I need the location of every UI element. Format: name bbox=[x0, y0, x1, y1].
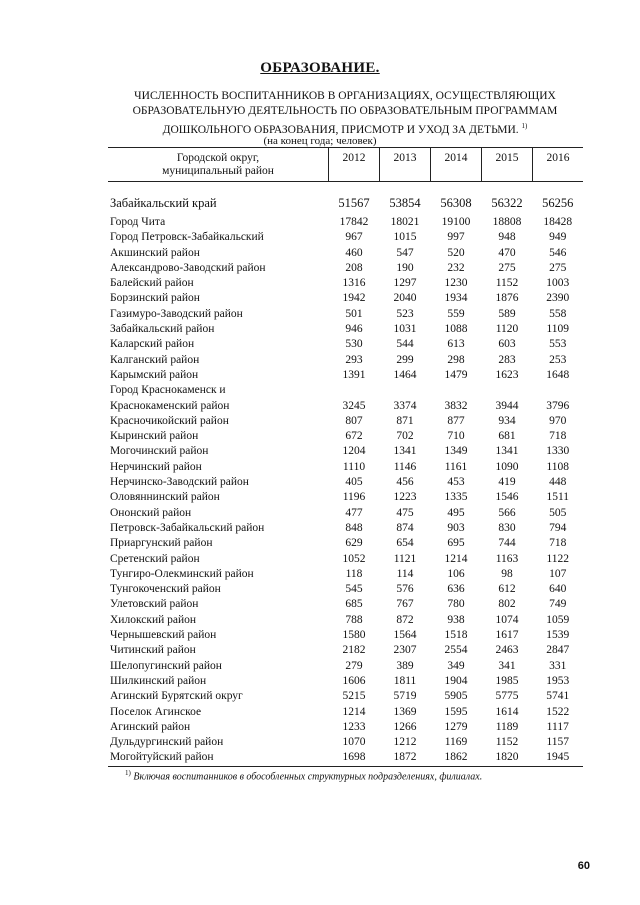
row-value-cell-2013: 871 bbox=[396, 414, 414, 427]
row-value-cell-2012: 460 bbox=[345, 246, 363, 259]
row-value-cell-2013: 1146 bbox=[393, 460, 417, 473]
row-value-cell-2016: 1003 bbox=[546, 277, 570, 290]
row-value-cell-2015: 681 bbox=[498, 430, 516, 443]
row-value-cell-2013: 1872 bbox=[380, 750, 431, 766]
row-value-cell-2015: 98 bbox=[501, 567, 513, 580]
table-row bbox=[108, 276, 583, 291]
row-value-cell-2015: 5775 bbox=[495, 690, 519, 703]
row-value-cell-2016: 331 bbox=[549, 659, 567, 672]
table-row bbox=[108, 720, 583, 735]
row-value-cell-2016: 749 bbox=[549, 598, 567, 611]
table-row bbox=[108, 705, 583, 720]
table-row bbox=[108, 613, 583, 628]
row-value-cell-2016: 718 bbox=[549, 537, 567, 550]
row-value-cell-2012: 1316 bbox=[342, 277, 366, 290]
row-name-cell: Могойтуйский район bbox=[108, 750, 329, 766]
row-value-cell-2016: 1539 bbox=[546, 629, 570, 642]
row-value-cell-2012: 1942 bbox=[342, 292, 366, 305]
table-header bbox=[108, 148, 583, 182]
row-value-cell-2013: 1564 bbox=[393, 629, 417, 642]
row-value-cell-2016: 949 bbox=[549, 231, 567, 244]
row-value-cell-2014: 1279 bbox=[444, 720, 468, 733]
row-value-cell-2016: 18428 bbox=[543, 216, 573, 228]
row-value-cell-2012: 1052 bbox=[342, 552, 366, 565]
row-value-cell-2012: 1606 bbox=[342, 674, 366, 687]
row-value-cell-2015 bbox=[482, 383, 533, 398]
row-value-cell-2014: 1088 bbox=[444, 323, 468, 336]
row-value-cell-2015: 948 bbox=[498, 231, 516, 244]
row-name-cell: Краснокаменский район bbox=[110, 399, 230, 412]
row-value-cell-2013: 1811 bbox=[393, 674, 417, 687]
row-value-cell-2015: 589 bbox=[498, 307, 516, 320]
row-value-cell-2016: 1522 bbox=[546, 705, 570, 718]
table-body bbox=[108, 182, 583, 767]
row-value-cell-2015: 470 bbox=[498, 246, 516, 259]
row-value-cell-2012: 1196 bbox=[342, 491, 366, 504]
row-value-cell-2013: 190 bbox=[396, 261, 414, 274]
row-value-cell-2012: 967 bbox=[345, 231, 363, 244]
row-value-cell-2015: 341 bbox=[498, 659, 516, 672]
row-value-cell-2015: 1189 bbox=[495, 720, 519, 733]
row-value-cell-2012: 477 bbox=[345, 506, 363, 519]
header-year-2016: 2016 bbox=[533, 148, 584, 182]
row-name-cell: Кыринский район bbox=[110, 430, 199, 443]
row-value-cell-2014: 495 bbox=[447, 506, 465, 519]
table-row bbox=[108, 182, 583, 216]
row-name-cell: Хилокский район bbox=[110, 613, 197, 626]
row-value-cell-2015: 1876 bbox=[495, 292, 519, 305]
row-value-cell-2012: 629 bbox=[345, 537, 363, 550]
row-value-cell-2015: 802 bbox=[498, 598, 516, 611]
row-value-cell-2016: 1945 bbox=[533, 750, 584, 766]
row-name-cell: Город Петровск-Забайкальский bbox=[110, 231, 264, 244]
row-value-cell-2014: 1904 bbox=[444, 674, 468, 687]
table-row bbox=[108, 414, 583, 429]
row-value-cell-2013: 3374 bbox=[393, 399, 417, 412]
row-value-cell-2014: 1214 bbox=[444, 552, 468, 565]
row-value-cell-2013: 18021 bbox=[390, 216, 420, 228]
row-name-cell: Агинский Бурятский округ bbox=[110, 690, 243, 703]
row-name-cell: Каларский район bbox=[110, 338, 195, 351]
row-value-cell-2012: 545 bbox=[345, 583, 363, 596]
row-value-cell-2012: 1204 bbox=[342, 445, 366, 458]
row-value-cell-2014: 903 bbox=[447, 521, 465, 534]
page-number: 60 bbox=[577, 860, 590, 872]
row-name-cell: Забайкальский район bbox=[110, 323, 215, 336]
row-value-cell-2015: 1152 bbox=[495, 736, 519, 749]
table-row bbox=[108, 322, 583, 337]
row-name-cell: Борзинский район bbox=[110, 292, 200, 305]
footnote-text: Включая воспитанников в обособленных структурных подразделениях, филиалах. bbox=[133, 771, 483, 783]
row-value-cell-2013: 547 bbox=[396, 246, 414, 259]
row-value-cell-2016: 546 bbox=[549, 246, 567, 259]
row-name-cell: Акшинский район bbox=[110, 246, 200, 259]
row-value-cell-2014: 1595 bbox=[444, 705, 468, 718]
table-row bbox=[108, 506, 583, 521]
row-value-cell-2012: 1391 bbox=[342, 368, 366, 381]
row-value-cell-2015: 1074 bbox=[495, 613, 519, 626]
row-name-cell: Агинский район bbox=[110, 720, 191, 733]
row-value-cell-2015: 744 bbox=[498, 537, 516, 550]
row-value-cell-2012: 946 bbox=[345, 323, 363, 336]
row-name-cell: Балейский район bbox=[110, 277, 194, 290]
row-value-cell-2015: 3944 bbox=[495, 399, 519, 412]
row-name-cell: Город Краснокаменск и bbox=[110, 384, 226, 397]
row-value-cell-2013: 767 bbox=[396, 598, 414, 611]
table-row bbox=[108, 521, 583, 536]
row-name-cell: Шелопугинский район bbox=[110, 659, 222, 672]
table-row bbox=[108, 597, 583, 612]
table-row bbox=[108, 307, 583, 322]
row-value-cell-2014: 106 bbox=[447, 567, 465, 580]
row-value-cell-2014: 938 bbox=[447, 613, 465, 626]
row-value-cell-2015: 1163 bbox=[495, 552, 519, 565]
row-value-cell-2012: 51567 bbox=[338, 196, 370, 210]
table-row bbox=[108, 444, 583, 459]
row-value-cell-2015: 1120 bbox=[495, 323, 519, 336]
header-name-line2: муниципальный район bbox=[162, 165, 274, 177]
table-row bbox=[108, 735, 583, 750]
row-value-cell-2012: 2182 bbox=[342, 644, 366, 657]
row-value-cell-2012: 1110 bbox=[342, 460, 366, 473]
row-value-cell-2014: 19100 bbox=[441, 216, 471, 228]
row-value-cell-2015: 1546 bbox=[495, 491, 519, 504]
table-row bbox=[108, 567, 583, 582]
row-value-cell-2014: 56308 bbox=[440, 196, 472, 210]
row-value-cell-2012: 405 bbox=[345, 476, 363, 489]
row-value-cell-2015: 830 bbox=[498, 521, 516, 534]
row-value-cell-2013: 1341 bbox=[393, 445, 417, 458]
row-value-cell-2013: 1464 bbox=[393, 368, 417, 381]
row-value-cell-2014: 877 bbox=[447, 414, 465, 427]
row-value-cell-2012: 807 bbox=[345, 414, 363, 427]
row-value-cell-2012 bbox=[329, 383, 380, 398]
row-value-cell-2013: 2307 bbox=[393, 644, 417, 657]
row-value-cell-2016: 275 bbox=[549, 261, 567, 274]
row-value-cell-2015: 1614 bbox=[495, 705, 519, 718]
row-name-cell: Улетовский район bbox=[110, 598, 199, 611]
row-name-cell: Красночикойский район bbox=[110, 414, 229, 427]
row-value-cell-2016: 1330 bbox=[546, 445, 570, 458]
row-value-cell-2012: 1580 bbox=[342, 629, 366, 642]
row-value-cell-2016: 1109 bbox=[546, 323, 570, 336]
row-name-cell: Чернышевский район bbox=[110, 629, 217, 642]
row-value-cell-2012: 1070 bbox=[342, 736, 366, 749]
row-value-cell-2014: 3832 bbox=[444, 399, 468, 412]
row-name-cell: Читинский район bbox=[110, 644, 196, 657]
row-value-cell-2012: 685 bbox=[345, 598, 363, 611]
row-name-cell: Забайкальский край bbox=[110, 196, 217, 210]
table-row bbox=[108, 399, 583, 414]
row-value-cell-2015: 419 bbox=[498, 476, 516, 489]
row-name-cell: Тунгиро-Олекминский район bbox=[110, 567, 254, 580]
row-value-cell-2013: 544 bbox=[396, 338, 414, 351]
row-value-cell-2014: 613 bbox=[447, 338, 465, 351]
table-title bbox=[110, 89, 580, 138]
row-value-cell-2013: 389 bbox=[396, 659, 414, 672]
row-value-cell-2014: 1169 bbox=[444, 736, 468, 749]
row-name-cell: Нерчинский район bbox=[110, 460, 202, 473]
row-value-cell-2015: 1985 bbox=[495, 674, 519, 687]
header-year-2015: 2015 bbox=[482, 148, 533, 182]
table-row bbox=[108, 643, 583, 658]
header-name-line1: Городской округ, bbox=[176, 152, 260, 164]
row-value-cell-2012: 118 bbox=[345, 567, 363, 580]
table-title-text: ЧИСЛЕННОСТЬ ВОСПИТАННИКОВ В ОРГАНИЗАЦИЯХ, ОСУЩЕСТВЛЯЮЩИХ ОБРАЗОВАТЕЛЬНУЮ ДЕЯТЕЛЬНОСТЬ ПО ОБРАЗОВАТЕЛЬНЫМ ПРОГРАММАМ ДОШКОЛЬНОГО ОБРАЗОВАНИЯ, ПРИСМОТР И УХОД ЗА ДЕТЬМИ. bbox=[132, 90, 558, 136]
row-name-cell: Сретенский район bbox=[110, 552, 200, 565]
row-value-cell-2013: 1212 bbox=[393, 736, 417, 749]
row-value-cell-2016: 1953 bbox=[546, 674, 570, 687]
row-value-cell-2014 bbox=[431, 383, 482, 398]
row-value-cell-2015: 283 bbox=[498, 353, 516, 366]
row-value-cell-2016: 107 bbox=[549, 567, 567, 580]
row-value-cell-2012: 5215 bbox=[342, 690, 366, 703]
table-row bbox=[108, 490, 583, 505]
row-value-cell-2014: 1518 bbox=[444, 629, 468, 642]
table-row bbox=[108, 353, 583, 368]
row-value-cell-2016: 1511 bbox=[546, 491, 570, 504]
row-value-cell-2016: 505 bbox=[549, 506, 567, 519]
row-value-cell-2013: 114 bbox=[396, 567, 414, 580]
header-year-2012: 2012 bbox=[329, 148, 380, 182]
row-value-cell-2016: 794 bbox=[549, 521, 567, 534]
header-year-2013: 2013 bbox=[380, 148, 431, 182]
row-value-cell-2013: 1369 bbox=[393, 705, 417, 718]
row-value-cell-2014: 5905 bbox=[444, 690, 468, 703]
row-value-cell-2013: 1015 bbox=[393, 231, 417, 244]
row-name-cell: Петровск-Забайкальский район bbox=[110, 521, 265, 534]
row-value-cell-2012: 1698 bbox=[329, 750, 380, 766]
row-value-cell-2015: 603 bbox=[498, 338, 516, 351]
row-name-cell: Газимуро-Заводский район bbox=[110, 307, 243, 320]
row-value-cell-2013: 874 bbox=[396, 521, 414, 534]
row-value-cell-2016: 1157 bbox=[546, 736, 570, 749]
row-value-cell-2015: 934 bbox=[498, 414, 516, 427]
table-row bbox=[108, 246, 583, 261]
row-value-cell-2014: 1862 bbox=[431, 750, 482, 766]
row-value-cell-2013: 5719 bbox=[393, 690, 417, 703]
footnote bbox=[125, 769, 482, 782]
row-value-cell-2016: 2847 bbox=[546, 644, 570, 657]
row-value-cell-2014: 520 bbox=[447, 246, 465, 259]
row-value-cell-2016: 553 bbox=[549, 338, 567, 351]
table-row bbox=[108, 230, 583, 245]
header-name-column bbox=[108, 148, 329, 182]
row-name-cell: Поселок Агинское bbox=[110, 705, 202, 718]
row-value-cell-2013: 872 bbox=[396, 613, 414, 626]
row-value-cell-2014: 232 bbox=[447, 261, 465, 274]
table-row bbox=[108, 536, 583, 551]
table-row bbox=[108, 750, 583, 766]
row-value-cell-2014: 997 bbox=[447, 231, 465, 244]
section-title: ОБРАЗОВАНИЕ. bbox=[260, 60, 380, 76]
row-value-cell-2012: 530 bbox=[345, 338, 363, 351]
row-value-cell-2016: 1648 bbox=[546, 368, 570, 381]
header-row bbox=[108, 148, 583, 182]
table-row bbox=[108, 368, 583, 383]
row-value-cell-2012: 208 bbox=[345, 261, 363, 274]
row-value-cell-2015: 612 bbox=[498, 583, 516, 596]
row-value-cell-2013: 523 bbox=[396, 307, 414, 320]
row-name-cell: Приаргунский район bbox=[110, 537, 213, 550]
row-value-cell-2014: 298 bbox=[447, 353, 465, 366]
row-value-cell-2016: 1108 bbox=[546, 460, 570, 473]
row-value-cell-2012: 293 bbox=[345, 353, 363, 366]
row-name-cell: Тунгокоченский район bbox=[110, 583, 221, 596]
row-value-cell-2013: 576 bbox=[396, 583, 414, 596]
row-value-cell-2012: 672 bbox=[345, 430, 363, 443]
row-value-cell-2015: 2463 bbox=[495, 644, 519, 657]
row-value-cell-2015: 56322 bbox=[491, 196, 523, 210]
table-row bbox=[108, 291, 583, 306]
table-title-footnote-mark: 1) bbox=[521, 122, 528, 130]
row-value-cell-2014: 695 bbox=[447, 537, 465, 550]
row-value-cell-2012: 279 bbox=[345, 659, 363, 672]
row-value-cell-2014: 559 bbox=[447, 307, 465, 320]
row-value-cell-2016 bbox=[533, 383, 584, 398]
table-row bbox=[108, 674, 583, 689]
row-name-cell: Нерчинско-Заводский район bbox=[110, 476, 249, 489]
row-value-cell-2016: 1059 bbox=[546, 613, 570, 626]
row-value-cell-2016: 2390 bbox=[546, 292, 570, 305]
table-row bbox=[108, 261, 583, 276]
row-name-cell: Александрово-Заводский район bbox=[110, 261, 266, 274]
row-value-cell-2013 bbox=[380, 383, 431, 398]
row-value-cell-2012: 848 bbox=[345, 521, 363, 534]
row-value-cell-2012: 3245 bbox=[342, 399, 366, 412]
row-value-cell-2013: 1266 bbox=[393, 720, 417, 733]
row-value-cell-2015: 1090 bbox=[495, 460, 519, 473]
row-value-cell-2013: 456 bbox=[396, 476, 414, 489]
row-value-cell-2013: 53854 bbox=[389, 196, 421, 210]
table-row bbox=[108, 659, 583, 674]
row-value-cell-2016: 558 bbox=[549, 307, 567, 320]
table-row bbox=[108, 215, 583, 230]
row-value-cell-2015: 566 bbox=[498, 506, 516, 519]
row-value-cell-2013: 299 bbox=[396, 353, 414, 366]
table-row bbox=[108, 628, 583, 643]
row-value-cell-2013: 2040 bbox=[393, 292, 417, 305]
table-row bbox=[108, 475, 583, 490]
header-year-2014: 2014 bbox=[431, 148, 482, 182]
table-row bbox=[108, 582, 583, 597]
row-value-cell-2014: 2554 bbox=[444, 644, 468, 657]
row-value-cell-2013: 1121 bbox=[393, 552, 417, 565]
row-name-cell: Оловяннинский район bbox=[110, 491, 220, 504]
row-value-cell-2013: 1031 bbox=[393, 323, 417, 336]
row-value-cell-2013: 654 bbox=[396, 537, 414, 550]
row-value-cell-2016: 448 bbox=[549, 476, 567, 489]
row-value-cell-2015: 1341 bbox=[495, 445, 519, 458]
row-value-cell-2012: 1214 bbox=[342, 705, 366, 718]
table-row bbox=[108, 337, 583, 352]
row-value-cell-2012: 17842 bbox=[339, 216, 369, 228]
row-value-cell-2012: 1233 bbox=[342, 720, 366, 733]
row-value-cell-2012: 788 bbox=[345, 613, 363, 626]
row-value-cell-2015: 1152 bbox=[495, 277, 519, 290]
row-value-cell-2015: 1617 bbox=[495, 629, 519, 642]
row-value-cell-2016: 5741 bbox=[546, 690, 570, 703]
row-name-cell: Город Чита bbox=[110, 216, 166, 228]
table-subtitle: (на конец года; человек) bbox=[263, 135, 377, 147]
row-value-cell-2014: 1934 bbox=[444, 292, 468, 305]
row-name-cell: Дульдургинский район bbox=[110, 736, 224, 749]
row-value-cell-2015: 1820 bbox=[482, 750, 533, 766]
row-value-cell-2014: 453 bbox=[447, 476, 465, 489]
row-value-cell-2015: 275 bbox=[498, 261, 516, 274]
row-value-cell-2015: 18808 bbox=[492, 216, 522, 228]
row-value-cell-2016: 640 bbox=[549, 583, 567, 596]
row-value-cell-2016: 970 bbox=[549, 414, 567, 427]
row-value-cell-2014: 636 bbox=[447, 583, 465, 596]
row-value-cell-2014: 349 bbox=[447, 659, 465, 672]
table-row bbox=[108, 460, 583, 475]
table-row bbox=[108, 383, 583, 398]
row-value-cell-2014: 1479 bbox=[444, 368, 468, 381]
row-value-cell-2013: 1223 bbox=[393, 491, 417, 504]
row-value-cell-2014: 1335 bbox=[444, 491, 468, 504]
row-name-cell: Ононский район bbox=[110, 506, 192, 519]
row-name-cell: Карымский район bbox=[110, 368, 199, 381]
row-value-cell-2016: 1122 bbox=[546, 552, 570, 565]
row-name-cell: Шилкинский район bbox=[110, 674, 207, 687]
row-value-cell-2013: 475 bbox=[396, 506, 414, 519]
table-row bbox=[108, 429, 583, 444]
table-row bbox=[108, 552, 583, 567]
row-name-cell: Могочинский район bbox=[110, 445, 209, 458]
row-value-cell-2016: 1117 bbox=[546, 720, 569, 733]
row-value-cell-2013: 1297 bbox=[393, 277, 417, 290]
row-value-cell-2014: 1161 bbox=[444, 460, 468, 473]
row-value-cell-2016: 718 bbox=[549, 430, 567, 443]
row-value-cell-2014: 1230 bbox=[444, 277, 468, 290]
data-table bbox=[108, 147, 583, 767]
row-value-cell-2016: 56256 bbox=[542, 196, 574, 210]
footnote-mark: 1) bbox=[125, 769, 131, 777]
row-value-cell-2012: 501 bbox=[345, 307, 363, 320]
row-value-cell-2016: 253 bbox=[549, 353, 567, 366]
row-name-cell: Калганский район bbox=[110, 353, 200, 366]
row-value-cell-2015: 1623 bbox=[495, 368, 519, 381]
table-row bbox=[108, 689, 583, 704]
row-value-cell-2014: 780 bbox=[447, 598, 465, 611]
row-value-cell-2013: 702 bbox=[396, 430, 414, 443]
row-value-cell-2016: 3796 bbox=[546, 399, 570, 412]
row-value-cell-2014: 710 bbox=[447, 430, 465, 443]
row-value-cell-2014: 1349 bbox=[444, 445, 468, 458]
